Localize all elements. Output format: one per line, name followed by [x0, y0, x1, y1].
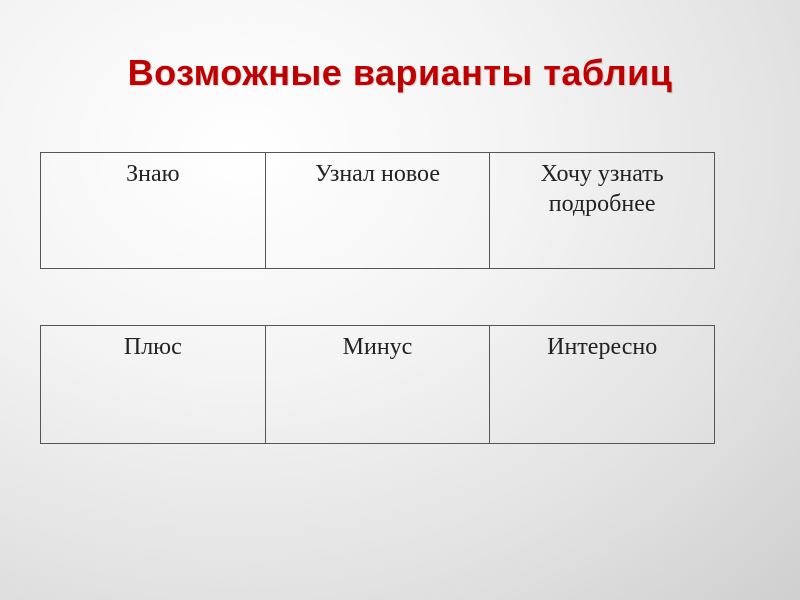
table-know-learned-want	[40, 152, 715, 269]
table-cell-interesting: Интересно	[490, 326, 715, 444]
table-cell-minus: Минус	[265, 326, 490, 444]
table-cell-want-to-know-more: Хочу узнать подробнее	[490, 153, 715, 269]
table-cell-plus: Плюс	[41, 326, 266, 444]
slide-title: Возможные варианты таблиц	[127, 52, 673, 93]
table-cell-learned-new: Узнал новое	[265, 153, 490, 269]
table-row	[41, 153, 715, 269]
table-row	[41, 326, 715, 444]
table-plus-minus-interesting	[40, 325, 715, 444]
table-cell-know: Знаю	[41, 153, 266, 269]
